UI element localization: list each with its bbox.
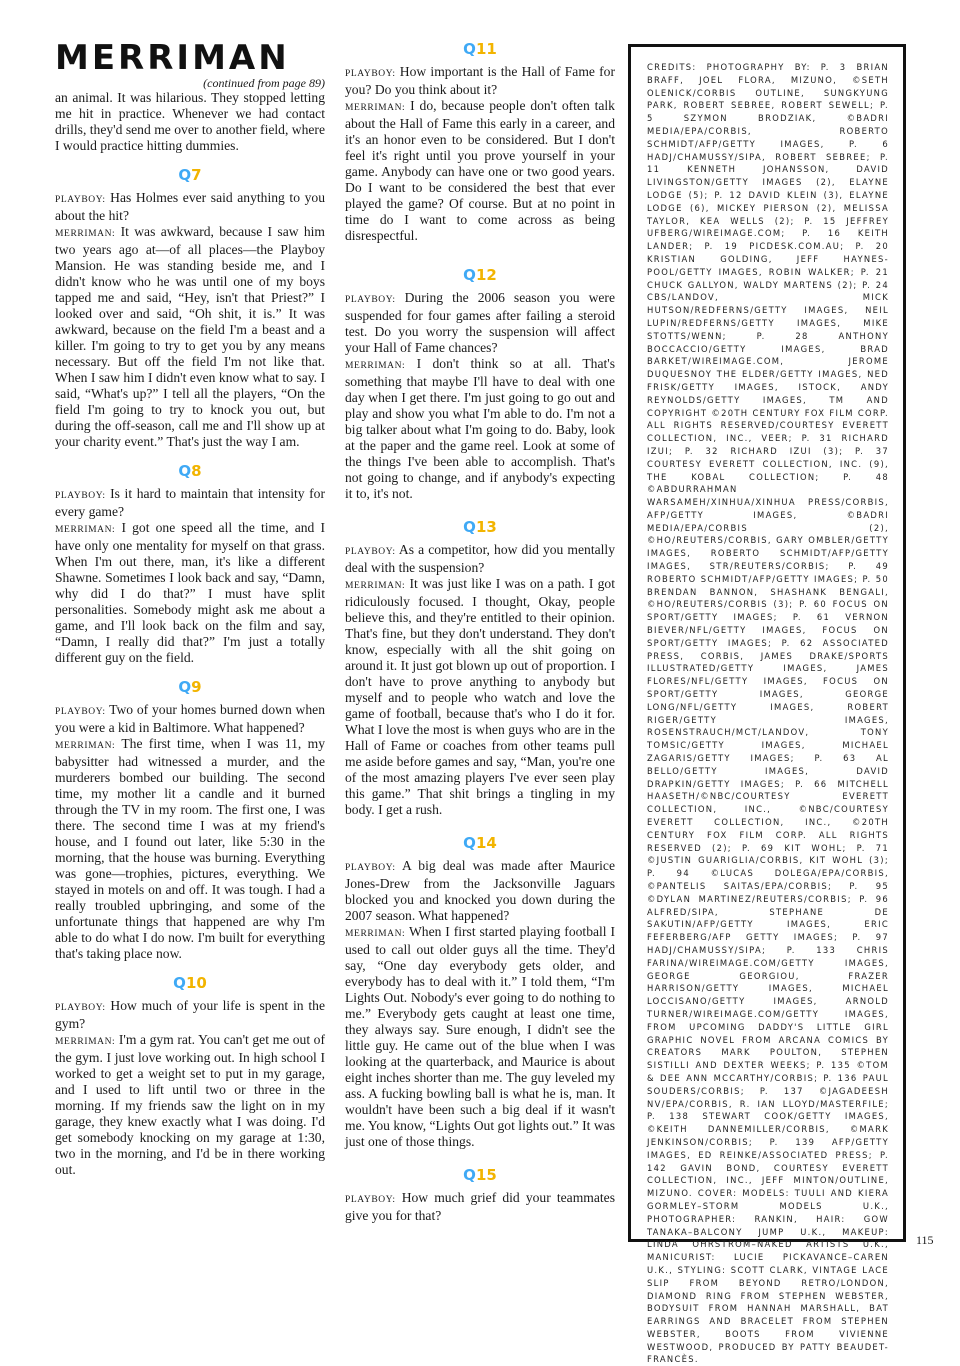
answer-text: It was awkward, because I saw him two years ago at—of all places—the Playboy Mansion. He was standing beside me, and I didn't know who he was until one of my boys tapped me and said, “Hey, isn't that Priest?” I looked over and said, “Oh shit, it is.” It was awkward, because on the field I'm a beast and a killer. I'm going to try to get you by any means necessary. But off the field I'm not like that. When I saw him I didn't even know what to say. I said, “What's up?” I tell all the players, “On the field I'm going to try to knock you out, but during the off-season, call me and I'll show up at your charity event.” That's just the way I am. — [55, 224, 326, 449]
question-heading-number: 10 — [185, 974, 207, 992]
answer-text: The first time, when I was 11, my babysitter had witnessed a murder, and the murderers bombed our building. The second time, my mother lit a candle and it burned through the TV in my room. The first one, I was there. The second time I was at my friend's house, and I found out later, like 5:30 in the morning, that the house was burning. Everything was gone—trophies, pictures, everything. We stayed in motels on and off. It was tough. I had a really troubled upbringing, and some of the unfortunate things that happened are why I'm able to do what I do now. I'm built for everything that's taking place now. — [55, 736, 325, 961]
question-heading-letter: Q — [173, 974, 186, 992]
question-heading-letter: Q — [463, 266, 476, 284]
question-heading-letter: Q — [178, 678, 192, 696]
question-heading-letter: Q — [463, 1166, 476, 1184]
question-heading-number: 7 — [191, 166, 202, 184]
answer-text: I got one speed all the time, and I have only one mentality for myself on that grass. When I'm out there, man, it's like a different Shawne. Sometimes I look back and say, “Damn, why did I do that?” I must have split personalities. Somebody might ask me about a game, and I'll look back on the film and say, “Damn, I really did that?” I'm just a totally different guy on the field. — [55, 520, 325, 665]
question-text: How much of your life is spent in the gym? — [55, 998, 325, 1031]
speaker-label: PLAYBOY: — [55, 491, 106, 501]
question-heading-q8 — [55, 462, 325, 480]
question-heading-q7 — [55, 166, 325, 184]
column-middle — [345, 40, 615, 1224]
answer-text: I'm a gym rat. You can't get me out of the gym. I just love working out. In high school I worked to get a weight set to put in my garage, and I used to lift until two or three in the morning. If my friends saw the light on in my garage, they knew exactly what I was doing. I'd get somebody knocking on my garage at 1:30, two in the morning, and I'd be in there working out. — [55, 1032, 325, 1177]
answer-text: I don't think so at all. That's something that maybe I'll have to deal with one day when I get there. I'm just going to go out and play and show you what I'm able to do. I'm not a big talker about what I'm going to do. Baby, look at the paper and the game reel. Look at some of the things I've been able to accomplish. That's not going to change, and if anybody's expecting it to, it's not. — [345, 356, 615, 501]
question-text: Is it hard to maintain that intensity for every game? — [55, 486, 325, 519]
question-heading-letter: Q — [463, 518, 476, 536]
answer-paragraph — [55, 520, 325, 666]
question-heading-number: 8 — [191, 462, 202, 480]
question-heading-q9 — [55, 678, 325, 696]
answer-paragraph — [55, 224, 325, 450]
question-text: A big deal was made after Maurice Jones-Drew from the Jacksonville Jaguars blocked you and knocked you down during the 2007 season. What happened? — [345, 858, 616, 923]
speaker-label: MERRIMAN: — [345, 929, 406, 939]
speaker-label: PLAYBOY: — [345, 69, 396, 79]
speaker-label: PLAYBOY: — [345, 547, 396, 557]
answer-paragraph — [345, 98, 615, 244]
speaker-label: PLAYBOY: — [55, 195, 106, 205]
question-paragraph — [345, 290, 615, 356]
speaker-label: PLAYBOY: — [345, 295, 396, 305]
speaker-label: PLAYBOY: — [345, 1195, 396, 1205]
question-heading-number: 12 — [475, 266, 497, 284]
question-heading-number: 15 — [475, 1166, 497, 1184]
speaker-label: MERRIMAN: — [55, 1037, 116, 1047]
question-heading-q10 — [55, 974, 325, 992]
question-heading-q11 — [345, 40, 615, 58]
question-paragraph — [345, 858, 615, 924]
speaker-label: MERRIMAN: — [55, 525, 116, 535]
answer-paragraph — [345, 924, 615, 1150]
question-heading-number: 14 — [475, 834, 497, 852]
question-heading-letter: Q — [178, 166, 192, 184]
page-number: 115 — [916, 1233, 934, 1247]
answer-text: I do, because people don't often talk about the Hall of Fame this early in a career, and it's an honor even to be considered. But I don't feel it's right until you prove yourself in your game. Anybody can have one or two good years. Do I want to be considered the best that ever played the game? Of course. But at no point in time do I want to come across as being disrespectful. — [345, 98, 615, 243]
answer-text: It was just like I was on a path. I got ridiculously focused. I thought, Okay, people believe this, and they're entitled to their opinion. That's fine, but they don't understand. They don't know, especially with all the shit going on around it. It just got blown up out of proportion. I don't have to prove anything to anybody but myself and to people who watch and love the game of football, because that's who I do it for. What I love the most is when guys who are in the Hall of Fame or coaches from other teams pull me aside before games and say, “Man, you're one of the most amazing players I've ever seen play this game.” That shit brings a tingling in my body. I get a rush. — [345, 576, 615, 817]
photo-credits-text: CREDITS: PHOTOGRAPHY BY: P. 3 BRIAN BRAFF, JOEL FLORA, MIZUNO, ©SETH OLENICK/CORBIS OUTLINE, SUNGKYUNG PARK, ROBERT SEBREE, ROBERT SEWELL; P. 5 SZYMON BRODZIAK, ©BADRI MEDIA/EPA/CORBIS, ROBERTO SCHMIDT/AFP/GETTY IMAGES, P. 6 HADJ/CHAMUSSY/SIPA, ROBERT SEBREE; P. 11 KENNETH JOHANSSON, DAVID LIVINGSTON/GETTY IMAGES (2), ELAYNE LODGE (5); P. 12 DAVID KLEIN (3), ELAYNE LODGE (6), MICKEY PIERSON (2), MELISSA TAYLOR, KEA WELLS (2); P. 15 JEFFREY UFBERG/WIREIMAGE.COM; P. 16 KEITH LANDER; P. 19 PICDESK.COM.AU; P. 20 KRISTIAN GOLDING, JEFF HAYNES-POOL/GETTY IMAGES, ROBIN WALKER; P. 21 CHUCK GALLYON, WALDY MARTENS (2); P. 24 CBS/LANDOV, MICK HUTSON/REDFERNS/GETTY IMAGES, NEIL LUPIN/REDFERNS/GETTY IMAGES, MIKE STOTTS/WENN; P. 28 ANTHONY BOCCACCIO/GETTY IMAGES, BRAD BARKET/WIREIMAGE.COM, JEROME DUQUESNOY THE ELDER/GETTY IMAGES, NED FRISK/GETTY IMAGES, ISTOCK, ANDY REYNOLDS/GETTY IMAGES, TM AND COPYRIGHT ©20TH CENTURY FOX FILM CORP. ALL RIGHTS RESERVED/COURTESY EVERETT COLLECTION, INC., VEER; P. 31 RICHARD IZUI; P. 32 RICHARD IZUI (3); P. 37 COURTESY EVERETT COLLECTION, INC. (9), THE KOBAL COLLECTION; P. 48 ©ABDURRAHMAN WARSAMEH/XINHUA/XINHUA PRESS/CORBIS, AFP/GETTY IMAGES, ©BADRI MEDIA/EPA/CORBIS (2), ©HO/REUTERS/CORBIS, GARY OMBLER/GETTY IMAGES, ROBERTO SCHMIDT/AFP/GETTY IMAGES, STR/REUTERS/CORBIS; P. 49 ROBERTO SCHMIDT/AFP/GETTY IMAGES; P. 50 BRENDAN BANNON, SHASHANK BENGALI, ©HO/REUTERS/CORBIS (3); P. 60 FOCUS ON SPORT/GETTY IMAGES; P. 61 VERNON BIEVER/NFL/GETTY IMAGES, FOCUS ON SPORT/GETTY IMAGES; P. 62 ASSOCIATED PRESS, CORBIS, JAMES DRAKE/SPORTS ILLUSTRATED/GETTY IMAGES, JAMES FLORES/NFL/GETTY IMAGES, FOCUS ON SPORT/GETTY IMAGES, GEORGE LONG/NFL/GETTY IMAGES, ROBERT RIGER/GETTY IMAGES, ROSENSTRAUCH/MCT/LANDOV, TONY TOMSIC/GETTY IMAGES, MICHAEL ZAGARIS/GETTY IMAGES; P. 63 AL BELLO/GETTY IMAGES, DAVID DRAPKIN/GETTY IMAGES; P. 66 MITCHELL HAASETH/©NBC/COURTESY EVERETT COLLECTION, INC., ©NBC/COURTESY EVERETT COLLECTION, INC., ©20TH CENTURY FOX FILM CORP. ALL RIGHTS RESERVED (2); P. 69 KIT WOHL; P. 71 ©JUSTIN GUARIGLIA/CORBIS, KIT WOHL (3); P. 94 ©LUCAS DOLEGA/EPA/CORBIS, ©PANTELIS SAITAS/EPA/CORBIS; P. 95 ©DYLAN MARTINEZ/REUTERS/CORBIS; P. 96 ALFRED/SIPA, STEPHANE DE SAKUTIN/AFP/GETTY IMAGES, ERIC FEFERBERG/AFP GETTY IMAGES; P. 97 HADJ/CHAMUSSY/SIPA; P. 133 CHRIS FARINA/WIREIMAGE.COM/GETTY IMAGES, GEORGE GEORGIOU, FRAZER HARRISON/GETTY IMAGES, MICHAEL LOCCISANO/GETTY IMAGES, ARNOLD TURNER/WIREIMAGE.COM/GETTY IMAGES, FROM UPCOMING DADDY'S LITTLE GIRL GRAPHIC NOVEL FROM ARCANA COMICS BY CREATORS MARK POULTON, STEPHEN SISTILLI AND DEXTER WEEKS; P. 135 ©TOM & DEE ANN MCCARTHY/CORBIS; P. 136 PAUL SOUDERS/CORBIS; P. 137 ©JAGADEESH NV/EPA/CORBIS, R. IAN LLOYD/MASTERFILE; P. 138 STEWART COOK/GETTY IMAGES, ©KEITH DANNEMILLER/CORBIS, ©MARK JENKINSON/CORBIS; P. 139 AFP/GETTY IMAGES, ED REINKE/ASSOCIATED PRESS; P. 142 GAVIN BOND, COURTESY EVERETT COLLECTION, INC., JEFF MINTON/OUTLINE, MIZUNO. COVER: MODELS: TUULI AND KIERA GORMLEY–STORM MODELS U.K., PHOTOGRAPHER: RANKIN, HAIR: GOW TANAKA–BALCONY JUMP U.K., MAKEUP: LINDA OHRSTROM–NAKED ARTISTS U.K., MANICURIST: LUCIE PICKAVANCE–CAREN U.K., STYLING: SCOTT CLARK, VINTAGE LACE SLIP FROM BEYOND RETRO/LONDON, DIAMOND RING FROM STEPHEN WEBSTER, BODYSUIT FROM HANNAH MARSHALL, BAT EARRINGS AND BRACELET FROM STEPHEN WEBSTER, BOOTS FROM VIVIENNE WESTWOOD, PRODUCED BY PATTY BEAUDET-FRANCÈS. — [647, 62, 889, 1365]
question-paragraph — [345, 1190, 615, 1224]
question-paragraph — [55, 998, 325, 1032]
photo-credits-box — [628, 44, 906, 1365]
question-heading-q12 — [345, 266, 615, 284]
question-heading-letter: Q — [463, 40, 476, 58]
question-paragraph — [55, 702, 325, 736]
question-heading-letter: Q — [463, 834, 476, 852]
answer-paragraph — [345, 356, 615, 502]
speaker-label: MERRIMAN: — [345, 581, 406, 591]
question-heading-q13 — [345, 518, 615, 536]
answer-text: When I first started playing football I used to call out older guys all the time. They'd say, “One day everybody gets older, and everybody has to deal with it.” I told them, “I'm Lights Out. Nobody's ever going to do nothing to me.” Everybody gets caught at least one time, they always say. Sure enough, I didn't see the little guy. He came out of the blue when I was looking at the quarterback, and Maurice is about eight inches shorter than me. The guy leveled my ass. A fucking bowling ball is what he is, man. It wouldn't have been such a big deal if it wasn't me. You know, “Lights Out got lights out.” It was just one of those things. — [345, 924, 616, 1149]
question-heading-number: 9 — [191, 678, 202, 696]
question-text: Two of your homes burned down when you were a kid in Baltimore. What happened? — [55, 702, 325, 735]
column-left — [55, 40, 325, 1178]
question-heading-q14 — [345, 834, 615, 852]
intro-paragraph: an animal. It was hilarious. They stopped letting me hit in practice. Whenever we had contact drills, they'd send me over to another field, where I would practice hitting dummies. — [55, 90, 325, 153]
speaker-label: MERRIMAN: — [55, 229, 116, 239]
article-headline: MERRIMAN — [55, 38, 290, 78]
speaker-label: MERRIMAN: — [345, 103, 406, 113]
speaker-label: MERRIMAN: — [345, 361, 406, 371]
question-text: During the 2006 season you were suspended for four games after failing a steroid test. Do you worry the suspension will affect your Hall of Fame chances? — [345, 290, 615, 355]
question-heading-number: 11 — [475, 40, 497, 58]
question-paragraph — [345, 542, 615, 576]
question-heading-q15 — [345, 1166, 615, 1184]
speaker-label: PLAYBOY: — [345, 863, 396, 873]
question-paragraph — [345, 64, 615, 98]
question-text: As a competitor, how did you mentally deal with the suspension? — [345, 542, 616, 575]
speaker-label: MERRIMAN: — [55, 741, 116, 751]
question-text: Has Holmes ever said anything to you about the hit? — [55, 190, 325, 223]
continued-note: (continued from page 89) — [203, 76, 325, 90]
speaker-label: PLAYBOY: — [55, 707, 106, 717]
question-heading-letter: Q — [178, 462, 192, 480]
question-paragraph — [55, 190, 325, 224]
question-paragraph — [55, 486, 325, 520]
answer-paragraph — [345, 576, 615, 818]
question-heading-number: 13 — [475, 518, 497, 536]
answer-paragraph — [55, 736, 325, 962]
question-text: How important is the Hall of Fame for you? Do you think about it? — [345, 64, 615, 97]
question-text: How much grief did your teammates give you for that? — [345, 1190, 615, 1223]
speaker-label: PLAYBOY: — [55, 1003, 106, 1013]
answer-paragraph — [55, 1032, 325, 1178]
